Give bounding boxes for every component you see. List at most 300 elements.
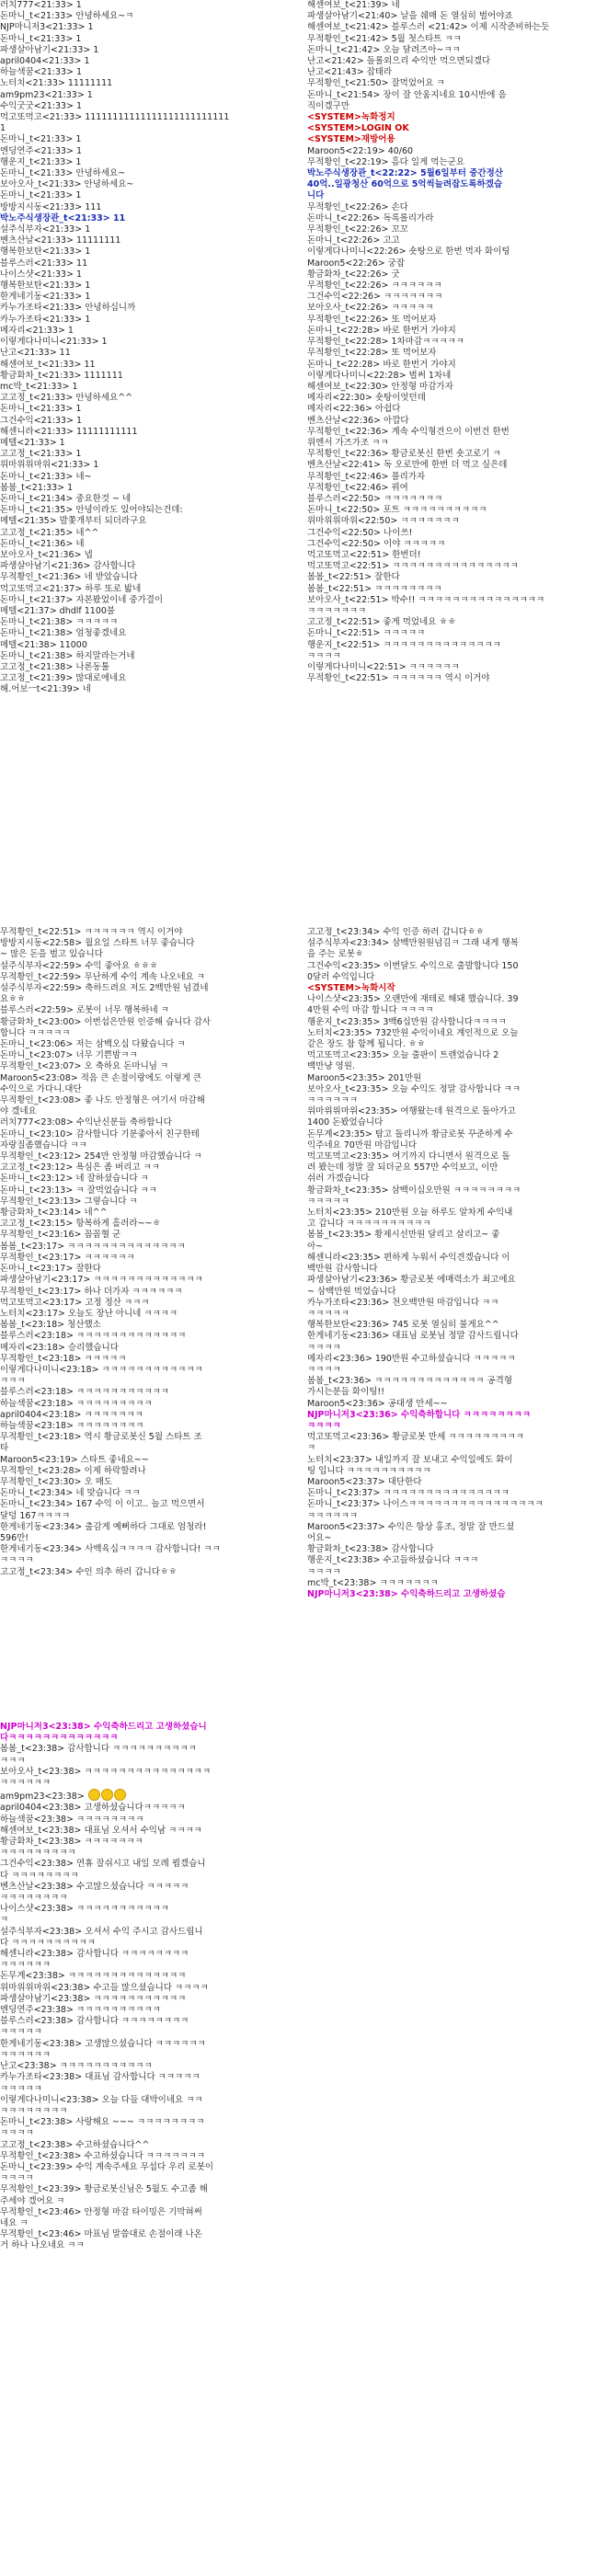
chat-message-text: ㅋㅋㅋㅋㅋㅋㅋ	[307, 605, 367, 616]
chat-message	[0, 516, 296, 527]
chat-message	[0, 1466, 296, 1477]
chat-message-text: 돈마니_t<22:28> 바로 한번거 가야지	[307, 359, 456, 370]
chat-message	[0, 1208, 296, 1219]
chat-message	[307, 1253, 607, 1264]
chat-message	[307, 190, 607, 201]
chat-message	[0, 2061, 296, 2072]
chat-message-text: 야 겠네요	[0, 1106, 37, 1117]
chat-message-text: ㅋㅋㅋ	[0, 1376, 26, 1387]
chat-message-text: 행복한보탄<23:36> 745 로봇 열심히 불게요^^	[307, 1320, 499, 1331]
chat-message	[0, 2240, 296, 2251]
chat-message-text: 돈마니_t<21:33> 1	[0, 33, 82, 44]
chat-message-text: 노터치<23:17> 오늘도 장난 아니네 ㅋㅋㅋㅋ	[0, 1308, 178, 1319]
chat-message	[307, 550, 607, 561]
chat-message	[0, 348, 296, 359]
chat-message-text: 하늘색꿈<23:38> ㅋㅋㅋㅋㅋㅋㅋㅋ	[0, 1814, 144, 1825]
chat-message-text: 난고<21:33> 11	[0, 348, 71, 359]
chat-message-text: 먹고또먹고<21:33> 11111111111111111111111111	[0, 112, 230, 123]
chat-message	[0, 2072, 296, 2083]
chat-message	[307, 539, 607, 550]
chat-message	[307, 651, 607, 662]
chat-message	[0, 1960, 296, 1971]
chat-message-text: 고고정_t<23:38> 수고하셨습니다^^	[0, 2139, 150, 2150]
chat-message-text: 설주식부자<23:34> 삼백만원원넘김ㅋ 그래 내게 행복	[307, 938, 519, 949]
chat-message	[0, 1455, 296, 1466]
chat-message-text: 먹고또먹고<22:51> 한번더!	[307, 549, 421, 560]
chat-message-text: 돈마니_t<22:26> 독록롤리가라	[307, 212, 434, 223]
chat-message	[307, 1511, 607, 1522]
chat-message	[307, 1533, 607, 1544]
chat-message-text: 무적황인_t<23:46> 안정형 마감 타이밍은 기막혀써	[0, 2206, 202, 2217]
chat-message-text: ㅋㅋㅋㅋㅋ	[307, 1308, 349, 1319]
chat-message-text: 돈마니_t<23:34> 네 맞습니다 ㅋㅋ	[0, 1488, 141, 1499]
chat-log-panel-3	[0, 927, 296, 1578]
chat-message	[0, 1994, 296, 2005]
chat-message	[0, 1722, 296, 1733]
chat-message-text: 한게네기동<23:38> 고생많으셨습니다 ㅋㅋㅋㅋㅋㅋ	[0, 2038, 206, 2049]
chat-message	[307, 269, 607, 280]
chat-message	[0, 202, 296, 213]
chat-message-text: 다 ㅋㅋㅋㅋㅋㅋㅋㅋㅋㅋ	[0, 1937, 96, 1948]
chat-message	[0, 1028, 296, 1039]
chat-message	[0, 2218, 296, 2229]
chat-message	[0, 315, 296, 326]
chat-message-text: 메자리<22:30> 숏탕이엇던데	[307, 393, 426, 404]
chat-message	[307, 1320, 607, 1331]
chat-message-text: 돈마니_t<23:37> ㅋㅋㅋㅋㅋㅋㅋㅋㅋㅋㅋㅋㅋㅋㅋ	[307, 1488, 510, 1499]
chat-message-text: 하늘색꿈<23:18> ㅋㅋㅋㅋㅋㅋㅋㅋㅋ	[0, 1398, 153, 1409]
system-message	[307, 112, 607, 123]
chat-message	[307, 640, 607, 651]
chat-message	[0, 483, 296, 494]
chat-message-text: 고고정_t<21:35> 네^^	[0, 527, 99, 538]
chat-message	[0, 45, 296, 56]
chat-message	[307, 1522, 607, 1533]
chat-message-text: ㅋㅋㅋㅋ	[307, 1364, 341, 1375]
chat-message	[307, 56, 607, 67]
chat-message	[0, 1443, 296, 1454]
chat-message-text: 해센니라<23:38> 감사합니다 ㅋㅋㅋㅋㅋㅋㅋㅋ	[0, 1949, 189, 1960]
chat-message-text: 메텔<21:35> 발쫓개부터 되더라구요	[0, 516, 147, 527]
chat-message	[0, 2173, 296, 2184]
chat-message	[0, 1949, 296, 1960]
chat-message	[307, 1264, 607, 1275]
chat-message	[0, 1522, 296, 1533]
chat-message	[0, 1354, 296, 1365]
chat-message	[0, 101, 296, 112]
chat-message	[0, 1837, 296, 1848]
chat-message	[0, 2162, 296, 2173]
chat-message	[307, 972, 607, 983]
chat-message-text: ㅋㅋㅋㅋ	[307, 1566, 341, 1577]
chat-message-text: 아~	[307, 1241, 324, 1252]
chat-message-text: 고고정_t<23:34> 수익 인증 하러 갑니다ㅎㅎ	[307, 927, 485, 937]
chat-message-text: 봄봄_t<23:35> 황제시선만원 달리고 살리고~ 좋	[307, 1230, 500, 1241]
chat-message-text: 무적황인_t<23:13> 그렇습니다 ㅋ	[0, 1196, 138, 1207]
chat-message	[307, 202, 607, 213]
chat-message-text: 무적황인_t<21:42> 5월 첫스타트 ㅋㅋ	[307, 33, 462, 44]
chat-message	[307, 1275, 607, 1286]
chat-message-text: 고고정_t<23:15> 항복하게 흘러라~~ㅎ	[0, 1219, 161, 1230]
chat-message	[307, 224, 607, 235]
chat-message	[307, 1073, 607, 1084]
chat-message-text: 무적황인_t<23:28> 이제 하락할려나	[0, 1465, 146, 1476]
chat-message-text: 파생살아남기<23:36> 황금로봇 에매력소가 최고에요	[307, 1275, 516, 1286]
chat-message	[0, 371, 296, 382]
chat-message-text: 설주식부자<21:33> 1	[0, 224, 91, 235]
chat-message-text: Maroon5<23:37> 대단한다	[307, 1476, 422, 1487]
chat-message	[307, 78, 607, 89]
chat-message	[0, 1275, 296, 1286]
chat-message-text: 황금화차_t<23:38> 감사합니다	[307, 1544, 434, 1555]
chat-message	[307, 1365, 607, 1376]
chat-message-text: april0404<21:33> 1	[0, 56, 90, 67]
chat-message	[0, 1320, 296, 1331]
chat-message	[0, 269, 296, 280]
chat-message-text: 어요~	[307, 1532, 332, 1543]
chat-message-text: 해센여보_t<22:30> 안정형 마감가자	[307, 381, 453, 392]
chat-message-text: 위마위위마위<23:38> 수고들 많으셨습니다 ㅋㅋㅋㅋ	[0, 1982, 209, 1993]
chat-message-text: 한게네기동<23:36> 대표님 로봇님 정말 감사드립니다	[307, 1331, 519, 1342]
chat-message	[0, 2084, 296, 2095]
chat-message	[0, 983, 296, 994]
chat-message	[307, 404, 607, 415]
chat-message	[0, 2095, 296, 2106]
chat-message-text: 황금화차_t<23:00> 이번섭은만원 인증해 습니다 감사	[0, 1016, 212, 1027]
chat-message-text: 무적황인_t<21:36> 네 받았습니다	[0, 572, 138, 583]
chat-message	[0, 561, 296, 572]
chat-message	[307, 494, 607, 505]
chat-message	[307, 1242, 607, 1253]
chat-message	[0, 1848, 296, 1859]
chat-message	[307, 1387, 607, 1398]
chat-message	[0, 606, 296, 617]
chat-message-text: mc박_t<21:33> 1	[0, 381, 78, 392]
chat-message	[307, 427, 607, 438]
chat-message	[0, 303, 296, 314]
chat-message	[0, 662, 296, 673]
chat-message-text: 돈마니_t<21:54> 장이 잘 안움지네요 10시반에 음	[307, 89, 507, 100]
chat-message	[0, 1376, 296, 1387]
chat-message-text: 무적황인_t<23:07> 오 축하요 돈마니님 ㅋ	[0, 1061, 169, 1072]
chat-message	[0, 1915, 296, 1926]
system-message	[307, 123, 607, 134]
system-message	[307, 983, 607, 994]
chat-message	[0, 584, 296, 595]
chat-message-text: 고고정_t<23:12> 욕심은 좀 버리고 ㅋㅋ	[0, 1162, 160, 1174]
chat-message-text: 황금화차_t<23:35> 삼백이십오만원 ㅋㅋㅋㅋㅋㅋㅋㅋ	[307, 1185, 521, 1196]
chat-message-text: 백만원 감사합니다	[307, 1264, 378, 1275]
chat-message	[307, 1477, 607, 1488]
chat-message	[307, 1039, 607, 1050]
chat-message-text: 무적황인_t<22:36> 계속 수익형견으이 이번건 한번	[307, 426, 510, 437]
chat-message-text: 보아오사_t<21:36> 넵	[0, 549, 93, 560]
chat-message	[0, 949, 296, 960]
chat-message-text: 무적황인_t<22:26> 손다	[307, 201, 408, 212]
chat-message-text: 메자리<22:36> 아쉽다	[307, 404, 401, 415]
chat-message-text: 나이스샷<23:38> ㅋㅋㅋㅋㅋㅋㅋㅋㅋㅋㅋ	[0, 1904, 169, 1915]
chat-message	[0, 1309, 296, 1320]
chat-message-text: 행운지_t<23:35> 3백6십만원 감사합니다ㅋㅋㅋㅋ	[307, 1016, 507, 1027]
chat-message	[0, 460, 296, 471]
chat-message-text: 무적황인_t<22:26> 또 먹어보자	[307, 314, 437, 325]
chat-message-text: 벤츠산날<22:36> 아깝다	[307, 415, 409, 426]
chat-message-text: 무적황인_t<23:17> 하나 더가자 ㅋㅋㅋㅋㅋㅋ	[0, 1286, 183, 1297]
chat-message-text: Maroon5<23:35> 201만원	[307, 1072, 422, 1083]
chat-message	[307, 1162, 607, 1174]
chat-message-text: 돈마니_t<21:38> 엄청좋겠네요	[0, 628, 127, 639]
chat-message-text: 타	[0, 1443, 9, 1454]
chat-message-text: 블루스러<22:50> ㅋㅋㅋㅋㅋㅋㅋ	[307, 493, 443, 504]
chat-message-text: 돈마니_t<21:38> 하지말라는거네	[0, 650, 135, 661]
chat-message-text: 돈마니_t<22:50> 포트 ㅋㅋㅋㅋㅋㅋㅋㅋㅋㅋ	[307, 505, 487, 516]
chat-message-text: <SYSTEM>녹화시작	[307, 983, 395, 994]
chat-message	[307, 584, 607, 595]
chat-message	[307, 516, 607, 527]
chat-message-text: 메자리<23:18> 승리했습니다	[0, 1342, 119, 1353]
chat-message	[307, 1309, 607, 1320]
chat-message	[307, 472, 607, 483]
chat-message-text: 주세야 겠어요 ㅋ	[0, 2195, 65, 2206]
chat-message-text: 엔딩연주<23:38> ㅋㅋㅋㅋㅋㅋㅋㅋㅋㅋ	[0, 2005, 161, 2016]
chat-message-text: 고고정_t<23:34> 수인 의추 하러 갑니다ㅎㅎ	[0, 1566, 178, 1577]
chat-message-text: 무적황인_t<22:26> 꼬꼬	[307, 224, 408, 235]
chat-message-text: ㅋㅋㅋㅋㅋㅋ	[307, 1095, 359, 1106]
chat-message	[307, 1106, 607, 1117]
chat-message-text: 고 갑니다 ㅋㅋㅋㅋㅋㅋㅋㅋㅋㅋ	[307, 1219, 431, 1230]
chat-message-text: <SYSTEM>LOGIN OK	[307, 123, 409, 134]
chat-message-text: 러치777<21:33> 1	[0, 0, 82, 10]
chat-message	[0, 1421, 296, 1432]
chat-message-text: 파생살아남기<21:40> 날을 쉐매 돈 열심히 벌어야죠	[307, 11, 513, 22]
chat-message-text: 한게네기동<21:33> 1	[0, 292, 91, 303]
chat-message-text: 돈마니_t<21:33> 1	[0, 190, 82, 201]
chat-message	[307, 595, 607, 606]
chat-message-text: 무적황인_t<23:16> 꼼꼼혈 군	[0, 1230, 121, 1241]
chat-message-text: 이렇게다나미니<22:26> 숏탕으로 한번 먹자 화이팅	[307, 246, 510, 258]
chat-message	[0, 360, 296, 371]
chat-message-text: ~ 삼백만원 먹었습니다	[307, 1286, 396, 1297]
chat-message	[307, 326, 607, 337]
chat-message	[0, 134, 296, 145]
chat-message	[0, 972, 296, 983]
chat-message	[0, 1039, 296, 1050]
chat-message	[307, 416, 607, 427]
chat-message-text: 블루스러<23:38> 감사합니다 ㅋㅋㅋㅋㅋㅋㅋㅋ	[0, 2016, 189, 2027]
chat-message	[307, 34, 607, 45]
chat-message	[0, 1174, 296, 1185]
chat-message	[307, 617, 607, 628]
chat-message	[307, 1455, 607, 1466]
chat-message	[0, 505, 296, 516]
chat-message-text: 백만냥 영원.	[307, 1061, 355, 1072]
chat-message-text: 돈마니_t<23:12> 네 잘하셨습니다 ㅋ	[0, 1174, 149, 1185]
chat-message	[0, 2151, 296, 2162]
chat-message-text: 황금화차_t<23:14> 네^^	[0, 1208, 108, 1219]
chat-message	[0, 34, 296, 45]
chat-message-text: 돈마니_t<23:38> 사랑해요 ~~~ ㅋㅋㅋㅋㅋㅋㅋㅋ	[0, 2117, 205, 2128]
chat-message-text: 해센니라<21:33> 11111111111	[0, 426, 138, 437]
chat-message	[0, 1477, 296, 1488]
chat-message-text: 무적황인_t<22:19> 흠다 일게 먹는군요	[307, 156, 464, 167]
chat-message-text: 카누가조타<21:33> 안녕하십니까	[0, 303, 136, 314]
chat-message-text: 무적황인_t<22:36> 황금로봇신 한번 숏고로기 ㅋ	[307, 449, 501, 460]
chat-message-text: 해센여보_t<21:42> 블루스러 <21:42> 이제 시작준비하는듯	[307, 22, 550, 33]
chat-message-text: 메텔<21:38> 11000	[0, 639, 87, 650]
chat-message-text: 무적황인_t<23:12> 254만 안정형 마감했습니다 ㅋ	[0, 1151, 202, 1162]
chat-message	[0, 213, 296, 224]
chat-message	[0, 961, 296, 972]
chat-message	[0, 416, 296, 427]
chat-message	[307, 348, 607, 359]
chat-message	[307, 1050, 607, 1061]
smiley-emoji-icon	[114, 1789, 126, 1801]
chat-message-text: 4만원 수익 마감 합니다 ㅋㅋㅋㅋ	[307, 1005, 434, 1016]
chat-message	[0, 1488, 296, 1499]
chat-message	[307, 1219, 607, 1230]
chat-message-text: <SYSTEM>재방어용	[307, 134, 395, 145]
chat-message	[307, 337, 607, 348]
chat-message-text: 난고<23:38> ㅋㅋㅋㅋㅋㅋㅋㅋㅋㅋㅋ	[0, 2061, 153, 2072]
chat-message-text: 박노주식생장관_t<22:22> 5월6일부터 중간정산	[307, 168, 503, 179]
chat-message	[0, 1904, 296, 1915]
chat-message-text: 돈마니_t<23:37> 나이스ㅋㅋㅋㅋㅋㅋㅋㅋㅋㅋㅋㅋㅋㅋㅋㅋ	[307, 1499, 544, 1510]
chat-message	[307, 1466, 607, 1477]
chat-message-text: 위마위위마위<22:50> ㅋㅋㅋㅋㅋㅋㅋ	[307, 516, 460, 527]
chat-message-text: 보아오사_t<22:26> ㅋㅋㅋㅋㅋ	[307, 303, 434, 314]
chat-message-text: 난고<21:43> 잡태라	[307, 67, 393, 78]
chat-message-text: 먹고또먹고<23:36> 황금로봇 만세 ㅋㅋㅋㅋㅋㅋㅋㅋㅋ	[307, 1432, 524, 1443]
chat-message-text: 돈마니_t<21:33> 안녕하세요~	[0, 168, 126, 179]
chat-message-text: 그건수익<21:33> 1	[0, 415, 83, 426]
chat-message-text: 설주식부자<23:38> 오셔서 수익 주시고 감사드립니	[0, 1926, 203, 1937]
chat-message	[0, 994, 296, 1005]
chat-message-text: 팅 입니다 ㅋㅋㅋㅋㅋㅋㅋㅋㅋㅋ	[307, 1465, 431, 1476]
chat-message-text: Maroon5<23:37> 수익은 항상 홍조, 정말 잘 만드셨	[307, 1521, 515, 1532]
chat-message	[307, 1399, 607, 1410]
chat-message-text: 황금화차_t<22:26> 굿	[307, 269, 400, 280]
chat-message	[0, 572, 296, 583]
chat-message	[0, 56, 296, 67]
chat-message	[0, 1756, 296, 1767]
chat-message	[0, 1017, 296, 1028]
chat-message-text: 무적황인_t<22:28> 또 먹어보자	[307, 348, 437, 359]
chat-message-text: ㅋㅋㅋㅋ	[0, 1555, 34, 1566]
chat-message-text: 파생살아남기<21:33> 1	[0, 44, 99, 55]
chat-message-text: ㅋㅋㅋㅋㅋㅋ	[0, 1778, 52, 1789]
chat-message-text: 돈무계<23:35> 탐고 돌리니까 황금로봇 꾸준하게 수	[307, 1128, 513, 1139]
chat-message-text: 봄봄_t<22:51> ㅋㅋㅋㅋㅋㅋㅋㅋ	[307, 583, 442, 594]
chat-message	[307, 1544, 607, 1555]
chat-message-text: 다ㅋㅋㅋㅋㅋㅋㅋㅋㅋㅋㅋㅋㅋ	[0, 1733, 119, 1744]
chat-message	[0, 617, 296, 628]
chat-message-text: 고고정_t<22:51> 좋게 먹었네요 ㅎㅎ	[307, 617, 456, 628]
chat-message	[0, 1162, 296, 1174]
chat-message	[307, 371, 607, 382]
chat-message-text: 돈마니_t<21:36> 네	[0, 538, 85, 549]
chat-message-text: 봄봄_t<23:17> ㅋㅋㅋㅋㅋㅋㅋㅋㅋㅋㅋㅋㅋㅋ	[0, 1241, 186, 1252]
chat-message-text: 돈마니_t<23:13> ㅋ 잘먹었습니다 ㅋㅋ	[0, 1185, 157, 1196]
chat-message-text: 무적황인_t<23:08> 좋 나도 안정형은 여기서 마감해	[0, 1095, 205, 1106]
chat-message-text: 보아오사_t<21:33> 안녕하세요~	[0, 179, 134, 190]
chat-message	[0, 1744, 296, 1755]
chat-message	[307, 961, 607, 972]
chat-message	[307, 438, 607, 449]
chat-log-panel-1	[0, 0, 296, 696]
chat-message-text: 40억..일광청산 60억으로 5억씩늘려잡도록하겠습	[307, 179, 503, 190]
chat-log-panel-2	[307, 0, 607, 684]
chat-message	[307, 1578, 607, 1589]
chat-message	[0, 1511, 296, 1522]
chat-message-text: 돈마니_t<21:35> 안녕이라도 있어야되는건데:	[0, 505, 183, 516]
chat-message-text: 돈마니_t<21:33> 1	[0, 134, 82, 145]
chat-message	[307, 1185, 607, 1196]
chat-message-text: ㅋㅋㅋㅋ	[0, 2128, 34, 2139]
chat-message-text: <SYSTEM>녹화정지	[307, 112, 395, 123]
chat-message-text: 돈마니_t<21:33> 안녕하세요~ㅋ	[0, 11, 134, 22]
chat-message-text: 무적황인_t<22:51> ㅋㅋㅋㅋㅋㅋ 역시 이거야	[307, 673, 490, 684]
chat-message-text: 그건수익<22:26> ㅋㅋㅋㅋㅋㅋㅋ	[307, 292, 443, 303]
chat-message-text: Maroon5<23:36> 공대생 만세~~	[307, 1398, 448, 1409]
chat-message-text: ㅋㅋㅋㅋ	[307, 650, 341, 661]
chat-message	[0, 1185, 296, 1196]
chat-message-text: 블루스러<22:59> 로봇이 너무 행복하네 ㅋ	[0, 1005, 169, 1016]
chat-message-text: 먹고또먹고<21:37> 하루 또로 밟네	[0, 583, 142, 594]
chat-message	[307, 1567, 607, 1578]
chat-message	[307, 258, 607, 269]
chat-message	[0, 2184, 296, 2195]
chat-message	[0, 404, 296, 415]
chat-message	[307, 1432, 607, 1443]
chat-message-text: 고고정_t<21:33> 1	[0, 449, 82, 460]
chat-log-panel-4	[307, 927, 607, 1600]
chat-message	[307, 628, 607, 639]
chat-message	[307, 606, 607, 617]
chat-message	[307, 449, 607, 460]
chat-message	[307, 1061, 607, 1072]
chat-message	[0, 1106, 296, 1117]
chat-message	[0, 2128, 296, 2139]
chat-message	[307, 101, 607, 112]
chat-message	[0, 595, 296, 606]
chat-message	[0, 1140, 296, 1151]
chat-message	[307, 292, 607, 303]
chat-message	[307, 146, 607, 157]
chat-message	[0, 1253, 296, 1264]
chat-message	[307, 45, 607, 56]
chat-message-text: 돈마니_t<21:38> ㅋㅋㅋㅋㅋ	[0, 617, 119, 628]
chat-message	[307, 1488, 607, 1499]
chat-message-text: 이렇게다나미니<23:18> ㅋㅋㅋㅋㅋㅋㅋㅋㅋㅋㅋㅋ	[0, 1364, 203, 1375]
chat-message	[0, 1803, 296, 1814]
chat-message-text: 블루스러<23:18> ㅋㅋㅋㅋㅋㅋㅋㅋㅋㅋㅋ	[0, 1387, 169, 1398]
chat-message	[307, 1298, 607, 1309]
chat-message	[307, 938, 607, 949]
chat-message	[307, 1129, 607, 1140]
chat-message	[307, 1084, 607, 1095]
chat-message-text: 먹고또먹고<23:35> 오늘 출판이 트렌었습니다 2	[307, 1050, 499, 1061]
chat-message	[0, 1778, 296, 1789]
chat-message-text: ㅋㅋㅋㅋㅋ	[307, 1196, 349, 1207]
chat-message-text: 파생살아남기<23:38> ㅋㅋㅋㅋㅋㅋㅋㅋㅋㅋㅋ	[0, 1993, 187, 2004]
chat-message-text: 나이스샷<23:35> 오랜만에 재테로 해돼 했습니다. 39	[307, 994, 519, 1005]
chat-message-text: 행복한보탄<21:33> 1	[0, 280, 91, 292]
chat-message	[0, 640, 296, 651]
chat-message	[0, 2005, 296, 2016]
chat-message	[307, 360, 607, 371]
chat-message-text: 무적황인_t<23:46> 마표님 말씀대로 손절이래 나온	[0, 2229, 202, 2240]
chat-message-text: ㅋㅋㅋㅋ	[0, 2173, 34, 2184]
